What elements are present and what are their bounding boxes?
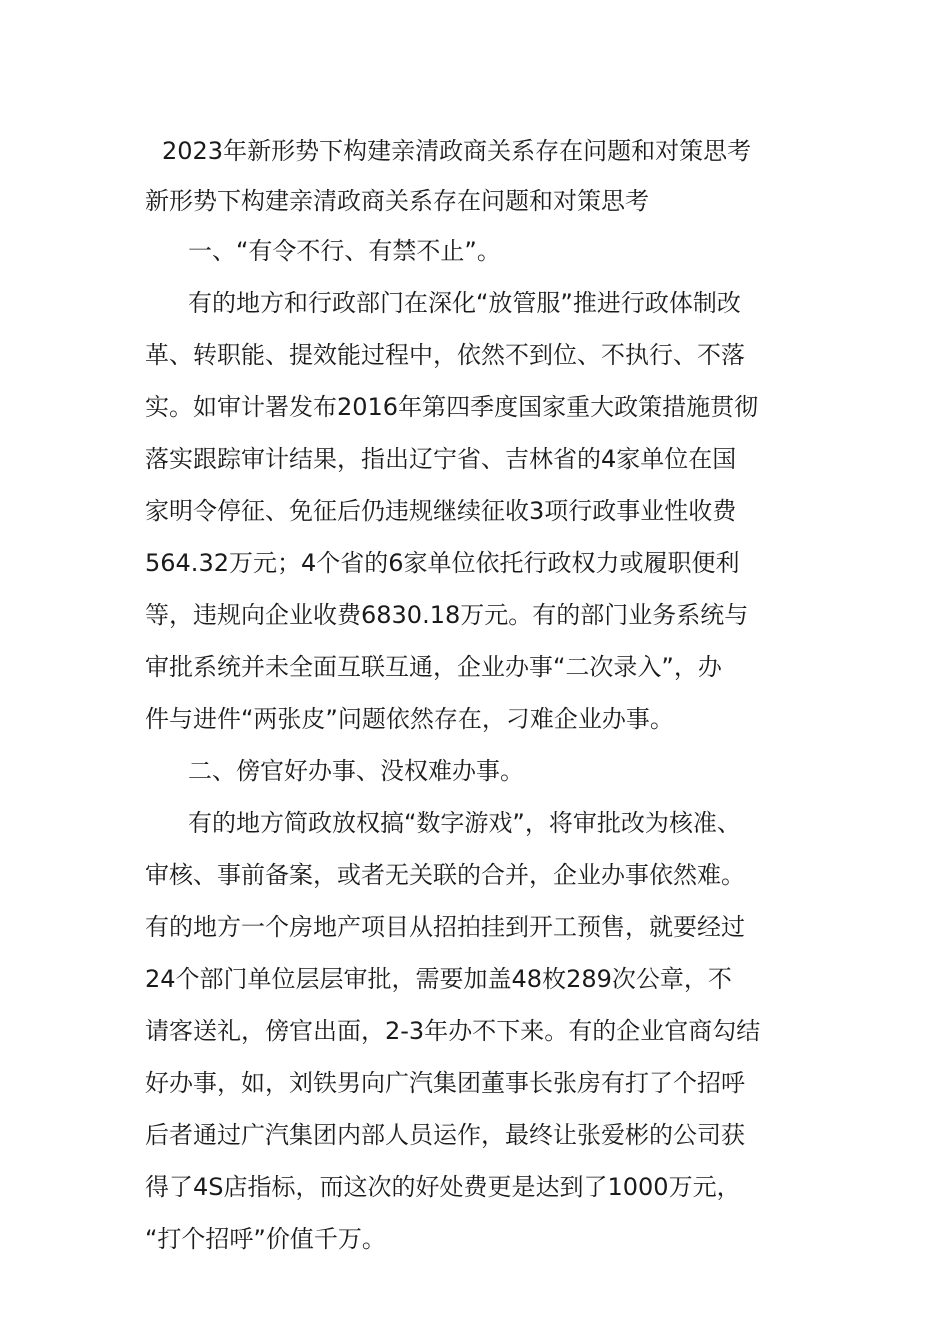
paragraph-1-line: 审批系统并未全面互联互通，企业办事“二次录入”，办 [145, 653, 722, 681]
paragraph-1-line: 落实跟踪审计结果，指出辽宁省、吉林省的4家单位在国 [145, 445, 737, 473]
paragraph-1-line: 564.32万元；4个省的6家单位依托行政权力或履职便利 [145, 549, 740, 577]
document-title: 2023年新形势下构建亲清政商关系存在问题和对策思考 [162, 137, 752, 165]
paragraph-1-line: 革、转职能、提效能过程中，依然不到位、不执行、不落 [145, 341, 745, 369]
section-heading-2: 二、傍官好办事、没权难办事。 [188, 757, 524, 785]
paragraph-1-line: 有的地方和行政部门在深化“放管服”推进行政体制改 [188, 289, 741, 317]
paragraph-2-line: 有的地方简政放权搞“数字游戏”，将审批改为核准、 [188, 809, 741, 837]
paragraph-1-line: 实。如审计署发布2016年第四季度国家重大政策措施贯彻 [145, 393, 759, 421]
paragraph-2-line: “打个招呼”价值千万。 [145, 1225, 386, 1253]
paragraph-1-line: 家明令停征、免征后仍违规继续征收3项行政事业性收费 [145, 497, 737, 525]
paragraph-2-line: 后者通过广汽集团内部人员运作，最终让张爱彬的公司获 [145, 1121, 745, 1149]
document-subtitle: 新形势下构建亲清政商关系存在问题和对策思考 [145, 187, 649, 215]
paragraph-2-line: 有的地方一个房地产项目从招拍挂到开工预售，就要经过 [145, 913, 745, 941]
paragraph-2-line: 好办事，如，刘铁男向广汽集团董事长张房有打了个招呼 [145, 1069, 745, 1097]
paragraph-1-line: 等，违规向企业收费6830.18万元。有的部门业务系统与 [145, 601, 749, 629]
paragraph-1-line: 件与进件“两张皮”问题依然存在，刁难企业办事。 [145, 705, 674, 733]
section-heading-1: 一、“有令不行、有禁不止”。 [188, 237, 501, 265]
paragraph-2-line: 请客送礼，傍官出面，2-3年办不下来。有的企业官商勾结 [145, 1017, 761, 1045]
paragraph-2-line: 得了4S店指标，而这次的好处费更是达到了1000万元， [145, 1173, 741, 1201]
paragraph-2-line: 24个部门单位层层审批，需要加盖48枚289次公章，不 [145, 965, 732, 993]
paragraph-2-line: 审核、事前备案，或者无关联的合并，企业办事依然难。 [145, 861, 745, 889]
